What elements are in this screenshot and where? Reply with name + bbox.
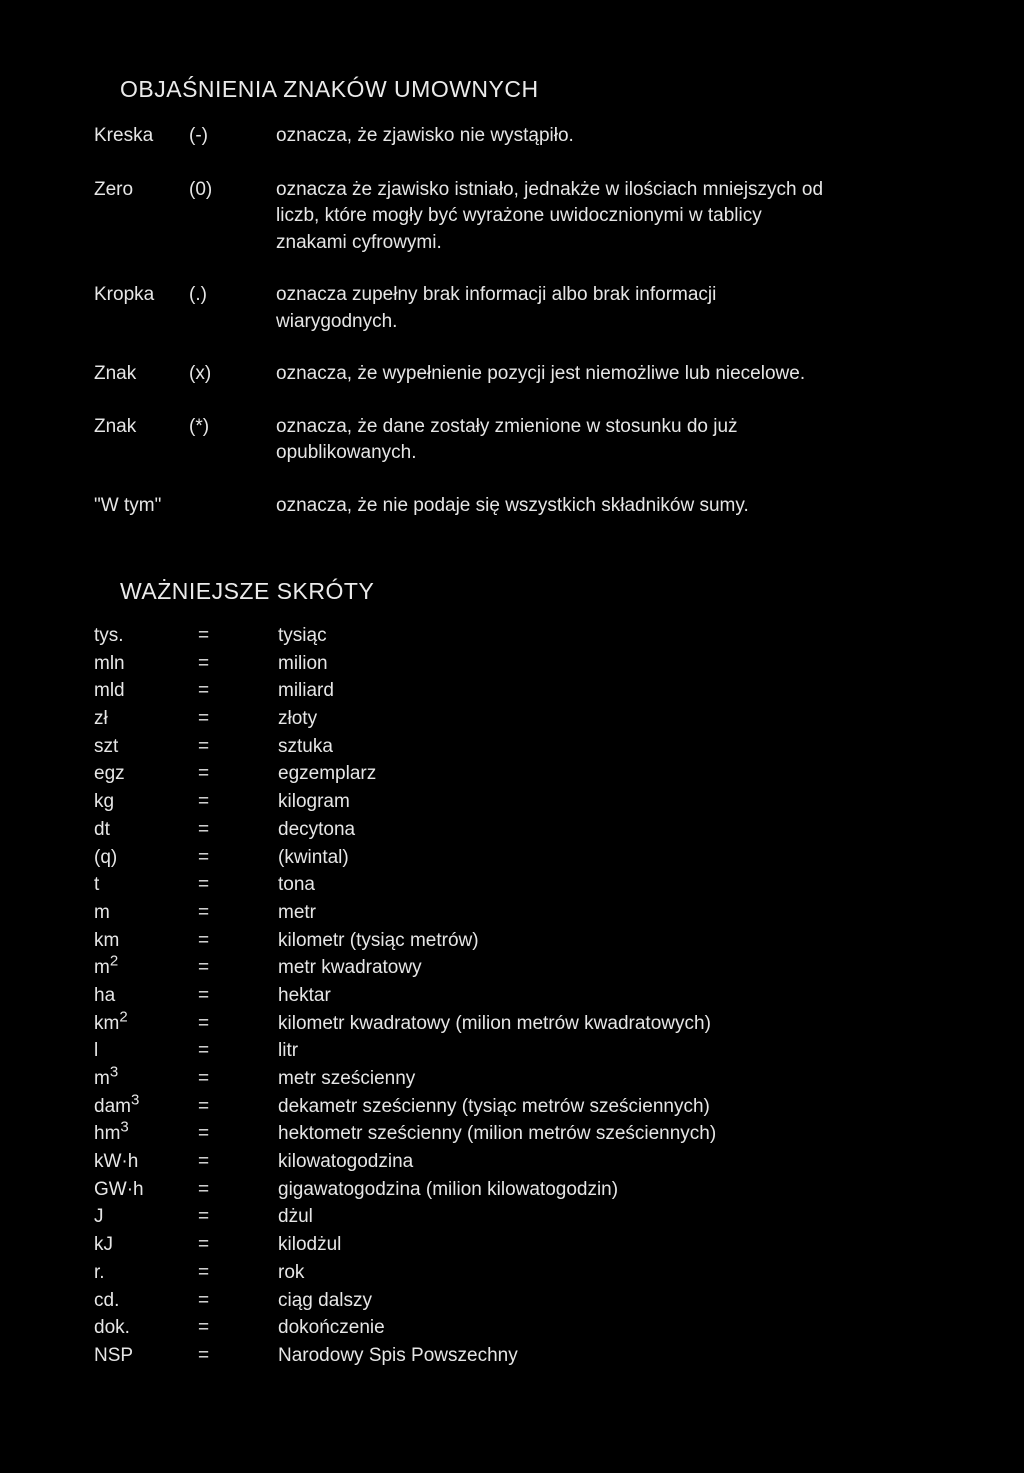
abbreviation-code-text: dam: [94, 1095, 131, 1117]
abbreviation-code: [94, 1342, 198, 1370]
abbreviation-meaning: hektar: [278, 984, 331, 1006]
abbreviation-row: [94, 622, 954, 650]
symbol-description: oznacza, że nie podaje się wszystkich składników sumy.: [276, 494, 749, 516]
abbreviation-code: [94, 871, 198, 899]
abbreviation-code: [94, 1120, 198, 1148]
equals-sign: =: [198, 1123, 210, 1145]
abbreviation-meaning: gigawatogodzina (milion kilowatogodzin): [278, 1178, 619, 1200]
equals-sign: =: [198, 1317, 210, 1339]
symbol-row: [94, 123, 954, 150]
abbreviations-heading: WAŻNIEJSZE SKRÓTY: [120, 578, 375, 604]
abbreviation-code-text: mld: [94, 680, 125, 702]
abbreviation-code-text: zł: [94, 708, 108, 730]
abbreviation-row: [94, 705, 954, 733]
abbreviation-row: [94, 677, 954, 705]
abbreviation-code-text: km: [94, 1012, 120, 1034]
symbol-name: Znak: [94, 363, 137, 384]
equals-sign: =: [198, 625, 210, 646]
symbol-name: Zero: [94, 178, 134, 200]
abbreviation-row: [94, 927, 954, 955]
abbreviation-code: [94, 927, 198, 955]
abbreviation-row: [94, 1203, 954, 1231]
abbreviation-meaning: tysiąc: [278, 625, 327, 646]
abbreviation-row: [94, 1148, 954, 1176]
symbol-mark: (-): [189, 125, 208, 146]
symbol-description: oznacza, że zjawisko nie wystąpiło.: [276, 125, 574, 146]
abbreviation-row: [94, 1176, 954, 1204]
abbreviation-meaning: metr sześcienny: [278, 1068, 416, 1089]
abbreviation-row: [94, 1065, 954, 1093]
abbreviation-code-text: cd.: [94, 1289, 120, 1311]
abbreviation-code-text: GW·h: [94, 1178, 144, 1200]
abbreviation-code-text: mln: [94, 652, 125, 674]
abbreviation-code: [94, 1010, 198, 1038]
equals-sign: =: [198, 791, 210, 813]
equals-sign: =: [198, 1206, 210, 1228]
abbreviation-code: [94, 1037, 198, 1065]
abbreviation-meaning: rok: [278, 1261, 305, 1283]
abbreviation-row: [94, 650, 954, 678]
abbreviation-code-text: kg: [94, 791, 115, 813]
abbreviation-meaning: dżul: [278, 1206, 313, 1228]
symbol-description: oznacza, że dane zostały zmienione w stosunku do już opublikowanych.: [276, 415, 738, 463]
equals-sign: =: [198, 1234, 210, 1256]
symbol-mark: (0): [189, 178, 213, 200]
abbreviation-meaning: kilogram: [278, 791, 350, 813]
abbreviation-code: [94, 1314, 198, 1342]
abbreviation-code-text: szt: [94, 735, 119, 757]
abbreviation-meaning: metr kwadratowy: [278, 957, 422, 979]
equals-sign: =: [198, 874, 210, 896]
abbreviation-code: [94, 622, 198, 650]
abbreviation-meaning: miliard: [278, 680, 334, 702]
abbreviation-code-text: NSP: [94, 1344, 134, 1366]
abbreviation-exponent: 2: [119, 1008, 128, 1026]
symbol-description: oznacza że zjawisko istniało, jednakże w ilościach mniejszych od liczb, które mogły być wyrażone uwidocznionymi w tablicy znakami cyfrowymi.: [276, 178, 824, 253]
symbol-row: [94, 414, 954, 467]
abbreviation-row: [94, 1342, 954, 1370]
abbreviation-code: [94, 1203, 198, 1231]
abbreviation-meaning: (kwintal): [278, 846, 349, 868]
abbreviation-row: [94, 1314, 954, 1342]
abbreviation-exponent: 3: [120, 1119, 129, 1137]
abbreviation-row: [94, 954, 954, 982]
symbol-row: [94, 177, 954, 257]
abbreviation-row: [94, 1287, 954, 1315]
abbreviation-meaning: hektometr sześcienny (milion metrów sześciennych): [278, 1123, 717, 1145]
abbreviation-code: [94, 705, 198, 733]
abbreviation-code: [94, 733, 198, 761]
abbreviation-code-text: l: [94, 1040, 99, 1062]
symbol-name: Kreska: [94, 125, 154, 146]
abbreviation-meaning: egzemplarz: [278, 763, 377, 785]
abbreviation-meaning: kilometr kwadratowy (milion metrów kwadratowych): [278, 1012, 711, 1034]
equals-sign: =: [198, 735, 210, 757]
equals-sign: =: [198, 680, 210, 702]
abbreviation-row: [94, 1120, 954, 1148]
abbreviation-row: [94, 788, 954, 816]
abbreviation-meaning: dekametr sześcienny (tysiąc metrów sześciennych): [278, 1095, 710, 1117]
symbol-description: oznacza, że wypełnienie pozycji jest niemożliwe lub niecelowe.: [276, 363, 806, 384]
abbreviation-code: [94, 899, 198, 927]
abbreviation-row: [94, 1259, 954, 1287]
abbreviation-code-text: m: [94, 901, 110, 923]
abbreviation-code-text: r.: [94, 1261, 105, 1283]
abbreviation-code-text: kJ: [94, 1234, 113, 1256]
abbreviation-meaning: sztuka: [278, 735, 333, 757]
abbreviation-exponent: 3: [130, 1091, 140, 1109]
equals-sign: =: [198, 1012, 210, 1034]
equals-sign: =: [198, 984, 210, 1006]
abbreviation-code-text: m: [94, 1068, 110, 1089]
abbreviation-code: [94, 1148, 198, 1176]
equals-sign: =: [198, 1095, 210, 1117]
abbreviation-meaning: litr: [278, 1040, 299, 1062]
symbol-row: [94, 282, 954, 335]
abbreviation-code: [94, 954, 198, 982]
equals-sign: =: [198, 957, 210, 979]
equals-sign: =: [198, 1178, 210, 1200]
equals-sign: =: [198, 763, 210, 785]
abbreviation-code: [94, 788, 198, 816]
abbreviation-code: [94, 816, 198, 844]
abbreviation-code-text: dt: [94, 818, 110, 840]
abbreviation-meaning: złoty: [278, 708, 318, 730]
abbreviation-row: [94, 733, 954, 761]
abbreviation-code-text: J: [94, 1206, 104, 1228]
abbreviation-meaning: kilometr (tysiąc metrów): [278, 929, 479, 951]
equals-sign: =: [198, 901, 210, 923]
abbreviation-code-text: m: [94, 957, 110, 979]
abbreviation-code: [94, 982, 198, 1010]
abbreviation-meaning: kilowatogodzina: [278, 1151, 414, 1173]
equals-sign: =: [198, 818, 210, 840]
symbol-row: [94, 361, 954, 388]
abbreviation-meaning: tona: [278, 874, 315, 896]
symbol-mark: (x): [189, 363, 212, 384]
abbreviation-row: [94, 760, 954, 788]
abbreviation-exponent: 3: [109, 1063, 119, 1081]
abbreviation-row: [94, 1231, 954, 1259]
equals-sign: =: [198, 652, 210, 674]
abbreviation-code-text: ha: [94, 984, 116, 1006]
abbreviation-meaning: ciąg dalszy: [278, 1289, 372, 1311]
abbreviation-row: [94, 899, 954, 927]
symbol-description: oznacza zupełny brak informacji albo brak informacji wiarygodnych.: [276, 284, 717, 332]
abbreviation-row: [94, 1037, 954, 1065]
symbol-name: Kropka: [94, 284, 155, 305]
abbreviation-row: [94, 982, 954, 1010]
abbreviation-code-text: dok.: [94, 1317, 130, 1339]
abbreviation-meaning: dokończenie: [278, 1317, 385, 1339]
abbreviation-code-text: (q): [94, 846, 118, 868]
abbreviation-code: [94, 1259, 198, 1287]
equals-sign: =: [198, 1289, 210, 1311]
symbols-table: [94, 123, 954, 519]
symbol-row: [94, 493, 954, 520]
abbreviation-code: [94, 677, 198, 705]
abbreviation-row: [94, 871, 954, 899]
abbreviation-code-text: t: [94, 874, 100, 896]
abbreviation-code: [94, 650, 198, 678]
symbol-name: "W tym": [94, 494, 162, 516]
symbol-mark: (.): [189, 284, 207, 305]
abbreviation-meaning: metr: [278, 901, 316, 923]
equals-sign: =: [198, 1344, 210, 1366]
abbreviation-code-text: hm: [94, 1123, 121, 1145]
symbol-mark: [189, 493, 276, 520]
symbol-mark: (*): [189, 415, 210, 437]
abbreviation-meaning: Narodowy Spis Powszechny: [278, 1344, 518, 1366]
equals-sign: =: [198, 1151, 210, 1173]
abbreviation-meaning: decytona: [278, 818, 356, 840]
abbreviation-code: [94, 760, 198, 788]
abbreviation-row: [94, 816, 954, 844]
abbreviations-table: [94, 622, 954, 1370]
abbreviation-row: [94, 1010, 954, 1038]
equals-sign: =: [198, 929, 210, 951]
abbreviation-code: [94, 844, 198, 872]
abbreviation-exponent: 2: [109, 952, 119, 970]
abbreviation-meaning: milion: [278, 652, 328, 674]
abbreviation-code-text: kW·h: [94, 1151, 139, 1173]
equals-sign: =: [198, 708, 210, 730]
abbreviation-code-text: tys.: [94, 625, 124, 646]
symbol-name: Znak: [94, 415, 137, 437]
abbreviation-row: [94, 1093, 954, 1121]
abbreviation-row: [94, 844, 954, 872]
equals-sign: =: [198, 1261, 210, 1283]
abbreviation-code: [94, 1231, 198, 1259]
abbreviation-code: [94, 1287, 198, 1315]
abbreviation-code: [94, 1176, 198, 1204]
abbreviation-code-text: egz: [94, 763, 125, 785]
equals-sign: =: [198, 846, 210, 868]
abbreviation-meaning: kilodżul: [278, 1234, 342, 1256]
symbols-heading: OBJAŚNIENIA ZNAKÓW UMOWNYCH: [120, 76, 539, 102]
abbreviation-code-text: km: [94, 929, 120, 951]
abbreviation-code: [94, 1065, 198, 1093]
equals-sign: =: [198, 1040, 210, 1062]
abbreviation-code: [94, 1093, 198, 1121]
equals-sign: =: [198, 1068, 210, 1089]
